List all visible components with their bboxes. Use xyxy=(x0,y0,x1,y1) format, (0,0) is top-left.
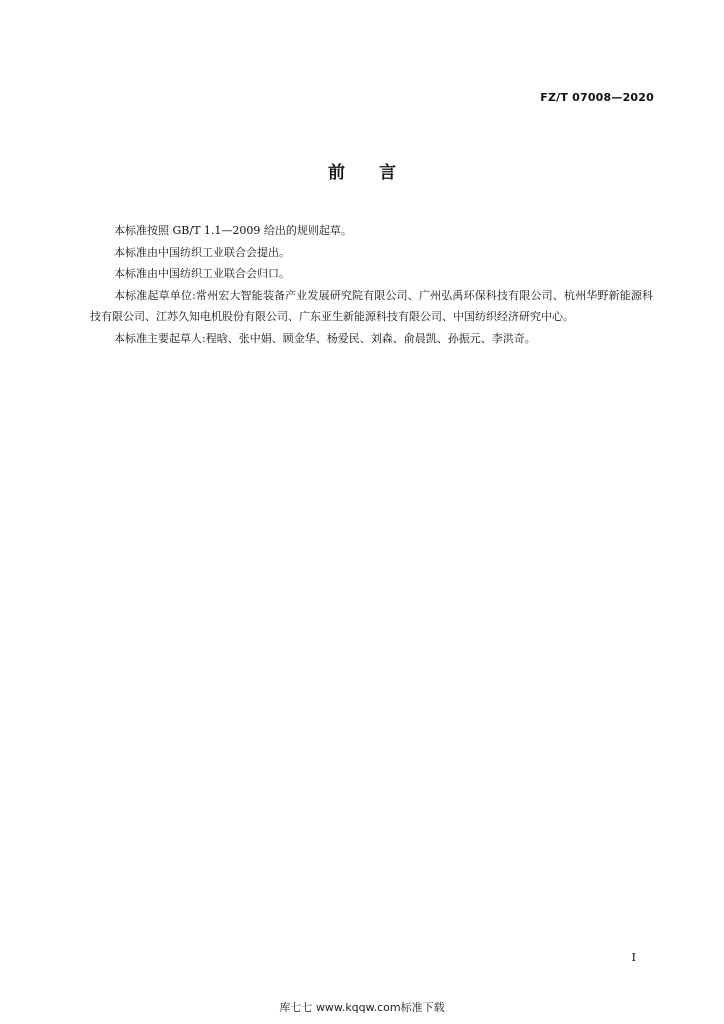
paragraph-drafters: 本标准主要起草人:程晗、张中娟、顾金华、杨爱民、刘森、俞晨凯、孙振元、李洪奇。 xyxy=(114,331,536,345)
page-number: I xyxy=(631,951,636,964)
document-body xyxy=(90,220,653,349)
page-title: 前言 xyxy=(328,163,430,183)
standard-number: FZ/T 07008—2020 xyxy=(540,91,654,104)
paragraph-drafting-rules: 本标准按照 GB/T 1.1—2009 给出的规则起草。 xyxy=(114,224,352,237)
paragraph-centralized-by: 本标准由中国纺织工业联合会归口。 xyxy=(114,267,290,280)
paragraph-drafting-units: 本标准起草单位:常州宏大智能装备产业发展研究院有限公司、广州弘禹环保科技有限公司、杭州华野新能源科技有限公司、江苏久知电机股份有限公司、广东亚生新能源科技有限公司、中国纺织经济研究中心。 xyxy=(90,288,653,323)
footer-watermark: 库七七 www.kqqw.com标准下载 xyxy=(279,1001,445,1014)
paragraph-proposed-by: 本标准由中国纺织工业联合会提出。 xyxy=(114,245,290,259)
